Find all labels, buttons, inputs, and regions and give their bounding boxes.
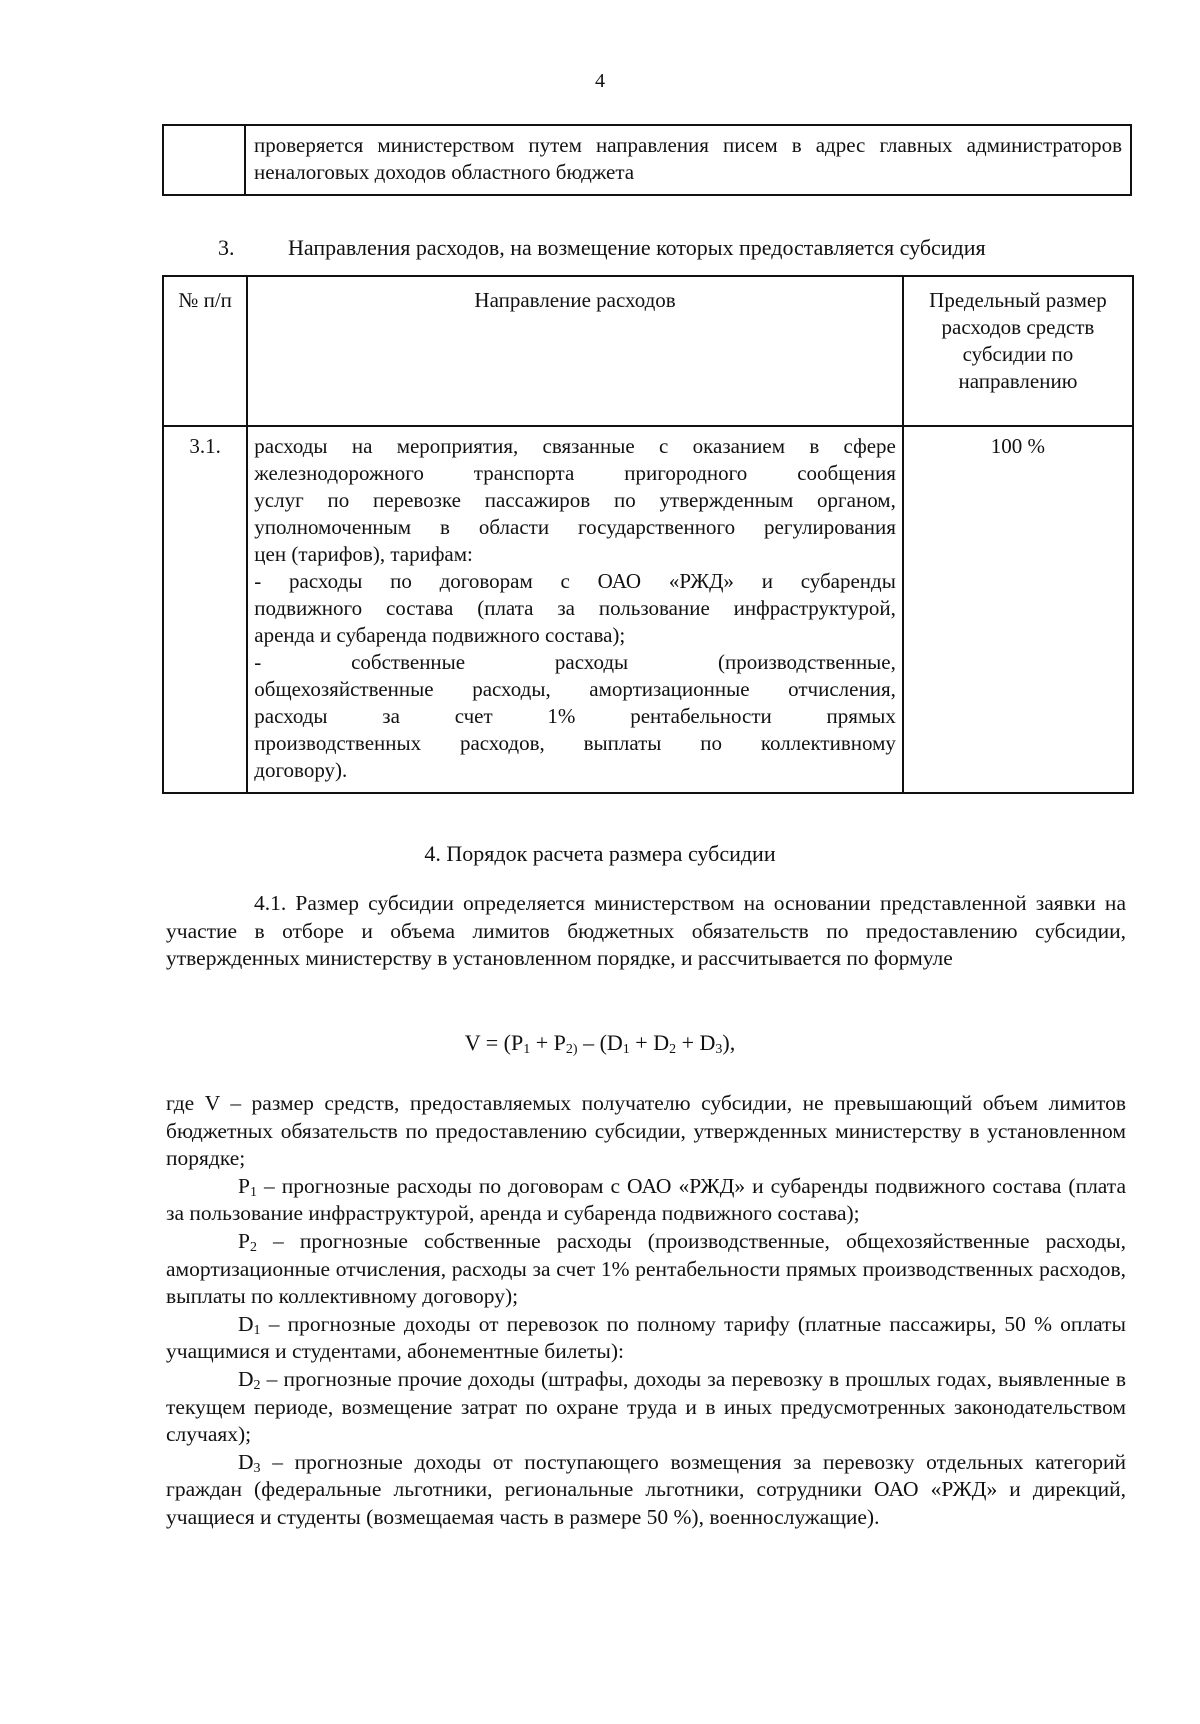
header-num: № п/п xyxy=(163,276,247,426)
paragraph-4-1-text: 4.1. Размер субсидии определяется министерством на основании представленной заявки на участие в отборе и объема лимитов бюджетных обязательств по предоставлению субсидии, утвержденных министерству в установленном порядке, и рассчитывается по формуле xyxy=(166,891,1126,971)
definition-text: – прогнозные собственные расходы (производственные, общехозяйственные расходы, амортизационные отчисления, расходы за счет 1% рентабельности прямых производственных расходов, выплаты по коллективному договору); xyxy=(166,1228,1126,1309)
top-table-text: проверяется министерством путем направления писем в адрес главных администраторов неналоговых доходов областного бюджета xyxy=(245,125,1131,195)
top-table xyxy=(162,124,1132,196)
definition-symbol: D xyxy=(238,1449,254,1474)
definition-d2 xyxy=(166,1366,1126,1449)
row-limit: 100 % xyxy=(903,426,1133,793)
row-direction-line: услуг по перевозке пассажиров по утвержденным органом, xyxy=(254,488,896,512)
row-direction-line: - собственные расходы (производственные, xyxy=(254,650,896,674)
definition-symbol: P xyxy=(238,1173,250,1198)
row-direction-line: общехозяйственные расходы, амортизационные отчисления, xyxy=(254,677,896,701)
definition-text: – прогнозные прочие доходы (штрафы, доходы за перевозку в прошлых годах, выявленные в текущем периоде, возмещение затрат по охране труда и в иных предусмотренных законодательством случаях); xyxy=(166,1366,1126,1447)
row-direction xyxy=(247,426,903,793)
page-number: 4 xyxy=(595,70,605,92)
header-direction: Направление расходов xyxy=(247,276,903,426)
definition-text: – прогнозные расходы по договорам с ОАО «РЖД» и субаренды подвижного состава (плата за пользование инфраструктурой, аренда и субаренда подвижного состава); xyxy=(166,1173,1126,1226)
formula-part: + P xyxy=(530,1030,566,1055)
formula-subscript: 2) xyxy=(565,1042,578,1057)
definition-v: где V – размер средств, предоставляемых получателю субсидии, не превышающий объем лимитов бюджетных обязательств по предоставлению субсидии, утвержденных министерству в установленном порядке; xyxy=(166,1091,1126,1171)
formula-part: + D xyxy=(629,1030,670,1055)
definition-d1 xyxy=(166,1311,1126,1366)
row-direction-line: подвижного состава (плата за пользование инфраструктурой, xyxy=(254,596,896,620)
definition-symbol: D xyxy=(238,1366,254,1391)
row-direction-line: железнодорожного транспорта пригородного сообщения xyxy=(254,461,896,485)
paragraph-4-1 xyxy=(166,890,1126,973)
definition-index: 2 xyxy=(253,1377,261,1393)
row-direction-line: производственных расходов, выплаты по коллективному xyxy=(254,731,896,755)
row-direction-line: цен (тарифов), тарифам: xyxy=(254,542,473,566)
table-header-row xyxy=(163,276,1133,426)
definition-d3 xyxy=(166,1449,1126,1532)
row-direction-line: расходы на мероприятия, связанные с оказанием в сфере xyxy=(254,434,896,458)
definition-index: 3 xyxy=(253,1460,261,1476)
section-3-title: Направления расходов, на возмещение которых предоставляется субсидия xyxy=(288,235,986,260)
section-4-heading: 4. Порядок расчета размера субсидии xyxy=(424,841,776,866)
formula xyxy=(0,1030,1200,1056)
formula-subscript: 3 xyxy=(715,1042,723,1057)
header-limit: Предельный размер расходов средств субсидии по направлению xyxy=(903,276,1133,426)
row-direction-line: расходы за счет 1% рентабельности прямых xyxy=(254,704,896,728)
definition-index: 2 xyxy=(249,1239,257,1255)
definition-index: 1 xyxy=(253,1322,261,1338)
formula-part: + D xyxy=(676,1030,716,1055)
top-table-empty-cell xyxy=(163,125,245,195)
row-direction-line: уполномоченным в области государственного регулирования xyxy=(254,515,896,539)
row-direction-line: договору). xyxy=(254,758,348,782)
row-direction-line: аренда и субаренда подвижного состава); xyxy=(254,623,626,647)
row-num: 3.1. xyxy=(163,426,247,793)
expense-directions-table xyxy=(162,275,1134,794)
formula-subscript: 2 xyxy=(669,1042,677,1057)
definition-index: 1 xyxy=(249,1184,257,1200)
row-direction-line: - расходы по договорам с ОАО «РЖД» и субаренды xyxy=(254,569,896,593)
definitions xyxy=(166,1090,1126,1532)
table-row xyxy=(163,426,1133,793)
formula-subscript: 1 xyxy=(523,1042,531,1057)
definition-p1 xyxy=(166,1173,1126,1228)
formula-part: – (D xyxy=(577,1030,623,1055)
formula-subscript: 1 xyxy=(622,1042,630,1057)
definition-p2 xyxy=(166,1228,1126,1311)
definition-text: – прогнозные доходы от перевозок по полному тарифу (платные пассажиры, 50 % оплаты учащимися и студентами, абонементные билеты): xyxy=(166,1311,1126,1364)
definition-symbol: D xyxy=(238,1311,254,1336)
definition-text: – прогнозные доходы от поступающего возмещения за перевозку отдельных категорий граждан (федеральные льготники, региональные льготники, сотрудники ОАО «РЖД» и дирекций, учащиеся и студенты (возмещаемая часть в размере 50 %), военнослужащие). xyxy=(166,1449,1126,1529)
definition-symbol: P xyxy=(238,1228,250,1253)
section-3-heading xyxy=(218,234,986,262)
formula-part: ), xyxy=(722,1030,736,1055)
section-3-number: 3. xyxy=(218,235,235,260)
formula-part: V = (P xyxy=(464,1030,524,1055)
